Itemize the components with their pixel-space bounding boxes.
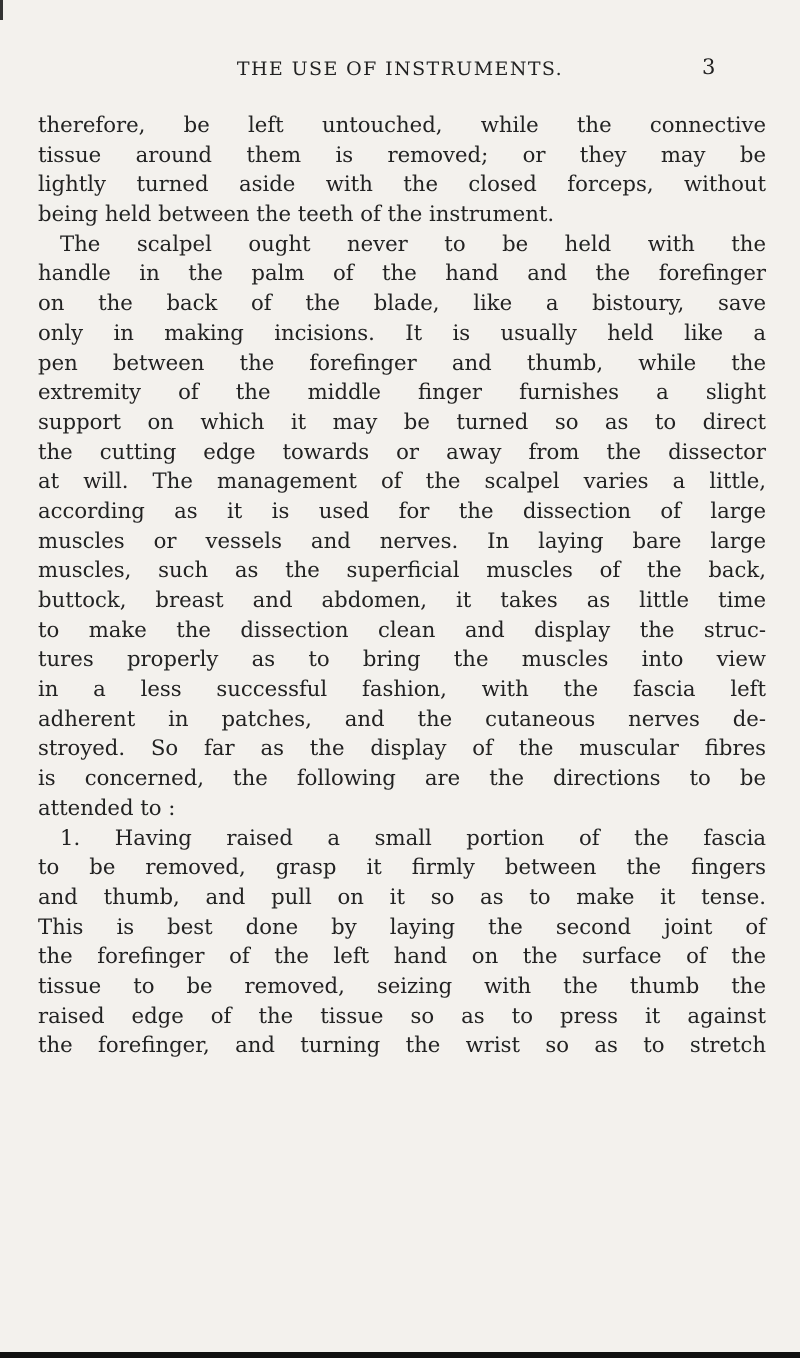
text-line: handle in the palm of the hand and the forefinger bbox=[38, 260, 766, 286]
text-line: the forefinger of the left hand on the surface of the bbox=[38, 943, 766, 969]
text-line: attended to : bbox=[38, 794, 176, 820]
text-line: to make the dissection clean and display the struc- bbox=[38, 616, 766, 642]
text-line: raised edge of the tissue so as to press it against bbox=[38, 1002, 766, 1028]
bottom-edge bbox=[0, 1352, 800, 1358]
text-line: This is best done by laying the second joint of bbox=[38, 913, 766, 939]
text-line: is concerned, the following are the directions to be bbox=[38, 765, 766, 791]
text-line: on the back of the blade, like a bistoury, save bbox=[38, 290, 766, 316]
text-line: 1. Having raised a small portion of the fascia bbox=[60, 824, 766, 850]
scan-edge-mark bbox=[0, 0, 3, 20]
text-line: muscles, such as the superficial muscles of the back, bbox=[38, 557, 766, 583]
text-line: support on which it may be turned so as to direct bbox=[38, 408, 766, 434]
text-line: being held between the teeth of the instrument. bbox=[38, 201, 555, 227]
page-number: 3 bbox=[702, 55, 716, 79]
text-line: tissue to be removed, seizing with the thumb the bbox=[38, 972, 766, 998]
text-line: in a less successful fashion, with the fascia left bbox=[38, 676, 766, 702]
text-line: extremity of the middle finger furnishes a slight bbox=[38, 379, 766, 405]
text-line: muscles or vessels and nerves. In laying bare large bbox=[38, 527, 766, 553]
text-line: lightly turned aside with the closed forceps, without bbox=[38, 171, 766, 197]
text-line: therefore, be left untouched, while the connective bbox=[38, 112, 766, 137]
running-head: THE USE OF INSTRUMENTS. bbox=[236, 58, 564, 80]
text-line: and thumb, and pull on it so as to make it tense. bbox=[38, 883, 766, 909]
body-text bbox=[38, 110, 766, 1060]
text-line: tures properly as to bring the muscles into view bbox=[38, 646, 766, 672]
text-line: at will. The management of the scalpel varies a little, bbox=[38, 468, 766, 494]
text-line: adherent in patches, and the cutaneous nerves de- bbox=[38, 705, 766, 731]
text-line: tissue around them is removed; or they may be bbox=[38, 141, 766, 167]
text-line: to be removed, grasp it firmly between the fingers bbox=[38, 854, 766, 880]
text-line: The scalpel ought never to be held with the bbox=[60, 230, 766, 256]
text-line: the cutting edge towards or away from the dissector bbox=[38, 438, 766, 464]
text-line: stroyed. So far as the display of the muscular fibres bbox=[38, 735, 766, 761]
text-line: buttock, breast and abdomen, it takes as little time bbox=[38, 587, 766, 612]
text-line: pen between the forefinger and thumb, while the bbox=[38, 349, 766, 375]
text-line: only in making incisions. It is usually held like a bbox=[38, 319, 766, 345]
text-line: according as it is used for the dissection of large bbox=[38, 497, 766, 523]
text-line: the forefinger, and turning the wrist so as to stretch bbox=[38, 1032, 766, 1058]
